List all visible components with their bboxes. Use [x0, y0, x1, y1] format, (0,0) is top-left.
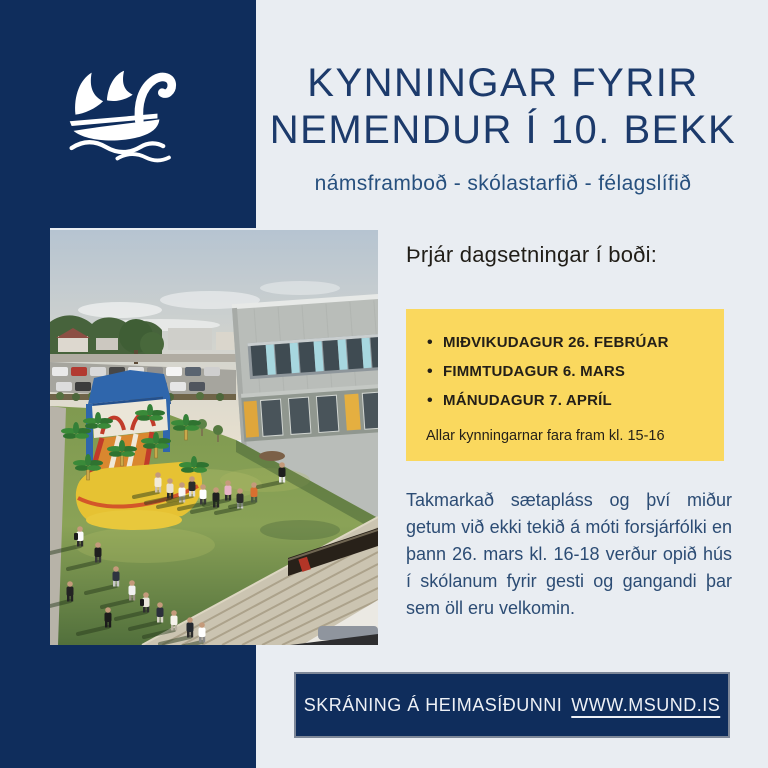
- dates-note: Allar kynningarnar fara fram kl. 15-16: [426, 428, 665, 444]
- footer-text: SKRÁNING Á HEIMASÍÐUNNI: [303, 694, 563, 715]
- bottom-left-block: [0, 645, 256, 768]
- dates-intro: Þrjár dagsetningar í boði:: [406, 242, 658, 267]
- schoolyard-photo: [50, 230, 378, 645]
- subtitle: námsframboð - skólastarfið - félagslífið: [314, 172, 692, 195]
- dates-list: [426, 328, 716, 415]
- page-title: [258, 60, 748, 154]
- logo-square: [0, 0, 256, 228]
- title-line1: KYNNINGAR FYRIR: [307, 61, 699, 105]
- date-item: • FIMMTUDAGUR 6. MARS: [426, 357, 716, 386]
- title-line2: NEMENDUR Í 10. BEKK: [269, 108, 737, 152]
- header: [258, 60, 748, 196]
- footer-link[interactable]: WWW.MSUND.IS: [571, 694, 721, 715]
- date-item: • MIÐVIKUDAGUR 26. FEBRÚAR: [426, 328, 716, 357]
- swan-ship-logo: [64, 66, 188, 168]
- dates-box: [406, 309, 724, 461]
- date-item: • MÁNUDAGUR 7. APRÍL: [426, 386, 716, 415]
- body-text: Takmarkað sætapláss og því miður getum við ekki tekið á móti forsjárfólki en þann 26. mars kl. 16-18 verður opið hús í skólanum fyrir gesti og gangandi þar sem öll eru velkomin.: [406, 490, 732, 618]
- footer-bar: [294, 672, 730, 738]
